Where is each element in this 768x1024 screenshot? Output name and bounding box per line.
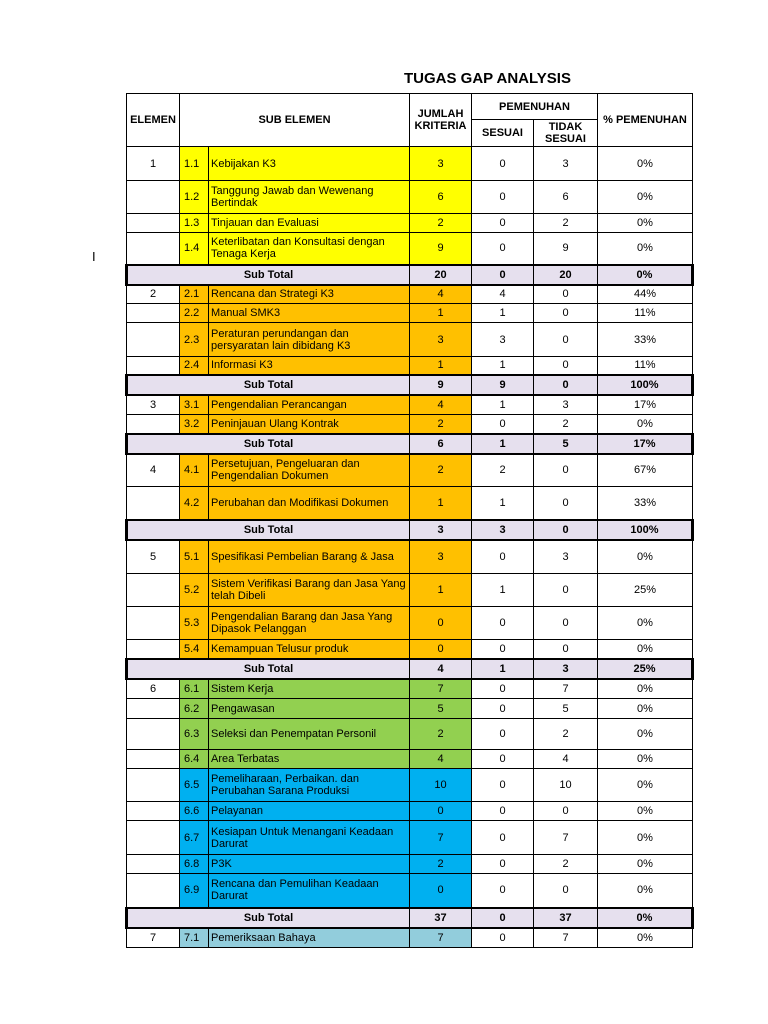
persen-cell: 33% xyxy=(598,323,693,357)
table-row xyxy=(127,928,693,948)
sub-elemen-name: P3K xyxy=(209,855,410,874)
table-row xyxy=(127,719,693,750)
table-body xyxy=(127,147,693,948)
elemen-cell xyxy=(127,821,180,855)
sesuai-cell: 0 xyxy=(472,233,534,265)
kriteria-cell: 1 xyxy=(410,304,472,323)
elemen-cell xyxy=(127,181,180,214)
subtotal-row xyxy=(127,659,693,679)
subtotal-kriteria: 6 xyxy=(410,434,472,454)
sub-elemen-number: 1.4 xyxy=(180,233,209,265)
subtotal-sesuai: 3 xyxy=(472,520,534,540)
subtotal-persen: 0% xyxy=(598,908,693,928)
table-row xyxy=(127,181,693,214)
persen-cell: 0% xyxy=(598,874,693,908)
elemen-cell: 2 xyxy=(127,285,180,304)
kriteria-cell: 0 xyxy=(410,802,472,821)
subtotal-sesuai: 1 xyxy=(472,659,534,679)
sesuai-cell: 1 xyxy=(472,395,534,415)
header-sub-elemen: SUB ELEMEN xyxy=(180,94,410,147)
tidak-sesuai-cell: 2 xyxy=(534,719,598,750)
sesuai-cell: 4 xyxy=(472,285,534,304)
tidak-sesuai-cell: 9 xyxy=(534,233,598,265)
sub-elemen-number: 1.3 xyxy=(180,214,209,233)
table-row xyxy=(127,874,693,908)
table-row xyxy=(127,395,693,415)
subtotal-row xyxy=(127,434,693,454)
subtotal-row xyxy=(127,908,693,928)
table-row xyxy=(127,285,693,304)
subtotal-persen: 25% xyxy=(598,659,693,679)
table-row xyxy=(127,679,693,699)
tidak-sesuai-cell: 0 xyxy=(534,454,598,487)
kriteria-cell: 3 xyxy=(410,540,472,574)
subtotal-row xyxy=(127,520,693,540)
sub-elemen-number: 6.1 xyxy=(180,679,209,699)
subtotal-label: Sub Total xyxy=(127,908,410,928)
sesuai-cell: 3 xyxy=(472,323,534,357)
persen-cell: 11% xyxy=(598,304,693,323)
kriteria-cell: 1 xyxy=(410,357,472,375)
sub-elemen-number: 1.1 xyxy=(180,147,209,181)
sesuai-cell: 0 xyxy=(472,821,534,855)
persen-cell: 11% xyxy=(598,357,693,375)
elemen-cell: 6 xyxy=(127,679,180,699)
sub-elemen-name: Rencana dan Pemulihan Keadaan Darurat xyxy=(209,874,410,908)
table-row xyxy=(127,699,693,719)
elemen-cell xyxy=(127,357,180,375)
subtotal-kriteria: 4 xyxy=(410,659,472,679)
persen-cell: 0% xyxy=(598,147,693,181)
sub-elemen-number: 5.4 xyxy=(180,640,209,659)
persen-cell: 0% xyxy=(598,928,693,948)
tidak-sesuai-cell: 3 xyxy=(534,395,598,415)
subtotal-sesuai: 0 xyxy=(472,908,534,928)
table-row xyxy=(127,607,693,640)
sub-elemen-number: 6.3 xyxy=(180,719,209,750)
kriteria-cell: 9 xyxy=(410,233,472,265)
sub-elemen-number: 6.2 xyxy=(180,699,209,719)
table-row xyxy=(127,750,693,769)
subtotal-sesuai: 9 xyxy=(472,375,534,395)
sub-elemen-number: 4.2 xyxy=(180,487,209,520)
sub-elemen-number: 2.3 xyxy=(180,323,209,357)
persen-cell: 0% xyxy=(598,679,693,699)
persen-cell: 0% xyxy=(598,699,693,719)
sub-elemen-name: Keterlibatan dan Konsultasi dengan Tenaga Kerja xyxy=(209,233,410,265)
subtotal-persen: 17% xyxy=(598,434,693,454)
sub-elemen-name: Sistem Verifikasi Barang dan Jasa Yang telah Dibeli xyxy=(209,574,410,607)
sub-elemen-number: 6.6 xyxy=(180,802,209,821)
sub-elemen-number: 7.1 xyxy=(180,928,209,948)
tidak-sesuai-cell: 6 xyxy=(534,181,598,214)
subtotal-tidak-sesuai: 0 xyxy=(534,375,598,395)
persen-cell: 0% xyxy=(598,855,693,874)
sesuai-cell: 0 xyxy=(472,147,534,181)
elemen-cell xyxy=(127,750,180,769)
kriteria-cell: 0 xyxy=(410,874,472,908)
header-pemenuhan: PEMENUHAN xyxy=(472,94,598,120)
tidak-sesuai-cell: 0 xyxy=(534,574,598,607)
elemen-cell xyxy=(127,855,180,874)
kriteria-cell: 7 xyxy=(410,821,472,855)
table-row xyxy=(127,323,693,357)
subtotal-kriteria: 37 xyxy=(410,908,472,928)
header-tidak-sesuai: TIDAK SESUAI xyxy=(534,120,598,147)
sesuai-cell: 0 xyxy=(472,640,534,659)
sub-elemen-number: 2.4 xyxy=(180,357,209,375)
persen-cell: 0% xyxy=(598,750,693,769)
tidak-sesuai-cell: 0 xyxy=(534,323,598,357)
sub-elemen-name: Kebijakan K3 xyxy=(209,147,410,181)
elemen-cell xyxy=(127,214,180,233)
sesuai-cell: 0 xyxy=(472,874,534,908)
subtotal-label: Sub Total xyxy=(127,265,410,285)
kriteria-cell: 7 xyxy=(410,928,472,948)
sub-elemen-number: 3.1 xyxy=(180,395,209,415)
subtotal-persen: 100% xyxy=(598,375,693,395)
sub-elemen-name: Pengawasan xyxy=(209,699,410,719)
sub-elemen-number: 6.8 xyxy=(180,855,209,874)
sub-elemen-number: 5.1 xyxy=(180,540,209,574)
sub-elemen-name: Pemeliharaan, Perbaikan. dan Perubahan Sarana Produksi xyxy=(209,769,410,802)
persen-cell: 0% xyxy=(598,540,693,574)
table-row xyxy=(127,214,693,233)
table-row xyxy=(127,357,693,375)
persen-cell: 0% xyxy=(598,181,693,214)
elemen-cell: 3 xyxy=(127,395,180,415)
kriteria-cell: 1 xyxy=(410,574,472,607)
persen-cell: 0% xyxy=(598,214,693,233)
subtotal-sesuai: 1 xyxy=(472,434,534,454)
subtotal-label: Sub Total xyxy=(127,375,410,395)
elemen-cell: 4 xyxy=(127,454,180,487)
elemen-cell xyxy=(127,699,180,719)
kriteria-cell: 1 xyxy=(410,487,472,520)
subtotal-persen: 100% xyxy=(598,520,693,540)
elemen-cell xyxy=(127,415,180,434)
subtotal-kriteria: 9 xyxy=(410,375,472,395)
persen-cell: 0% xyxy=(598,821,693,855)
elemen-cell xyxy=(127,574,180,607)
subtotal-kriteria: 3 xyxy=(410,520,472,540)
table-row xyxy=(127,574,693,607)
tidak-sesuai-cell: 10 xyxy=(534,769,598,802)
tidak-sesuai-cell: 4 xyxy=(534,750,598,769)
sub-elemen-name: Sistem Kerja xyxy=(209,679,410,699)
document-title: TUGAS GAP ANALYSIS xyxy=(404,70,571,87)
header-row-1 xyxy=(127,94,693,120)
sesuai-cell: 0 xyxy=(472,181,534,214)
persen-cell: 0% xyxy=(598,640,693,659)
table-row xyxy=(127,821,693,855)
kriteria-cell: 2 xyxy=(410,719,472,750)
tidak-sesuai-cell: 2 xyxy=(534,214,598,233)
subtotal-tidak-sesuai: 0 xyxy=(534,520,598,540)
kriteria-cell: 0 xyxy=(410,640,472,659)
kriteria-cell: 2 xyxy=(410,214,472,233)
table-row xyxy=(127,415,693,434)
sesuai-cell: 0 xyxy=(472,679,534,699)
table-row xyxy=(127,454,693,487)
sesuai-cell: 0 xyxy=(472,214,534,233)
stray-mark: I xyxy=(92,249,96,264)
sesuai-cell: 2 xyxy=(472,454,534,487)
persen-cell: 17% xyxy=(598,395,693,415)
sesuai-cell: 0 xyxy=(472,415,534,434)
persen-cell: 0% xyxy=(598,802,693,821)
table-row xyxy=(127,233,693,265)
elemen-cell xyxy=(127,874,180,908)
tidak-sesuai-cell: 0 xyxy=(534,285,598,304)
kriteria-cell: 4 xyxy=(410,395,472,415)
tidak-sesuai-cell: 7 xyxy=(534,928,598,948)
sub-elemen-name: Pelayanan xyxy=(209,802,410,821)
tidak-sesuai-cell: 0 xyxy=(534,357,598,375)
sesuai-cell: 1 xyxy=(472,574,534,607)
persen-cell: 0% xyxy=(598,607,693,640)
persen-cell: 33% xyxy=(598,487,693,520)
tidak-sesuai-cell: 0 xyxy=(534,874,598,908)
subtotal-kriteria: 20 xyxy=(410,265,472,285)
table-row xyxy=(127,304,693,323)
sesuai-cell: 0 xyxy=(472,769,534,802)
header-jumlah-kriteria: JUMLAH KRITERIA xyxy=(410,94,472,147)
tidak-sesuai-cell: 3 xyxy=(534,147,598,181)
sesuai-cell: 1 xyxy=(472,487,534,520)
kriteria-cell: 2 xyxy=(410,415,472,434)
tidak-sesuai-cell: 0 xyxy=(534,487,598,520)
tidak-sesuai-cell: 3 xyxy=(534,540,598,574)
elemen-cell xyxy=(127,487,180,520)
sub-elemen-name: Area Terbatas xyxy=(209,750,410,769)
kriteria-cell: 4 xyxy=(410,750,472,769)
persen-cell: 67% xyxy=(598,454,693,487)
sub-elemen-number: 4.1 xyxy=(180,454,209,487)
gap-analysis-table xyxy=(125,93,694,948)
subtotal-tidak-sesuai: 5 xyxy=(534,434,598,454)
subtotal-label: Sub Total xyxy=(127,520,410,540)
subtotal-tidak-sesuai: 37 xyxy=(534,908,598,928)
elemen-cell: 5 xyxy=(127,540,180,574)
header-persen-pemenuhan: % PEMENUHAN xyxy=(598,94,693,147)
persen-cell: 0% xyxy=(598,415,693,434)
elemen-cell: 1 xyxy=(127,147,180,181)
sub-elemen-name: Informasi K3 xyxy=(209,357,410,375)
sesuai-cell: 1 xyxy=(472,357,534,375)
sesuai-cell: 0 xyxy=(472,699,534,719)
elemen-cell xyxy=(127,607,180,640)
sub-elemen-number: 6.5 xyxy=(180,769,209,802)
sub-elemen-number: 6.7 xyxy=(180,821,209,855)
sub-elemen-name: Perubahan dan Modifikasi Dokumen xyxy=(209,487,410,520)
sub-elemen-number: 2.2 xyxy=(180,304,209,323)
sub-elemen-name: Kesiapan Untuk Menangani Keadaan Darurat xyxy=(209,821,410,855)
sesuai-cell: 0 xyxy=(472,607,534,640)
sub-elemen-number: 5.3 xyxy=(180,607,209,640)
header-sesuai: SESUAI xyxy=(472,120,534,147)
sub-elemen-name: Spesifikasi Pembelian Barang & Jasa xyxy=(209,540,410,574)
table-row xyxy=(127,802,693,821)
table-row xyxy=(127,640,693,659)
header-elemen: ELEMEN xyxy=(127,94,180,147)
sesuai-cell: 0 xyxy=(472,750,534,769)
kriteria-cell: 3 xyxy=(410,323,472,357)
elemen-cell xyxy=(127,304,180,323)
sub-elemen-name: Seleksi dan Penempatan Personil xyxy=(209,719,410,750)
subtotal-label: Sub Total xyxy=(127,659,410,679)
sub-elemen-name: Kemampuan Telusur produk xyxy=(209,640,410,659)
sub-elemen-number: 2.1 xyxy=(180,285,209,304)
table-row xyxy=(127,855,693,874)
tidak-sesuai-cell: 5 xyxy=(534,699,598,719)
persen-cell: 0% xyxy=(598,769,693,802)
tidak-sesuai-cell: 2 xyxy=(534,415,598,434)
elemen-cell xyxy=(127,640,180,659)
kriteria-cell: 5 xyxy=(410,699,472,719)
subtotal-persen: 0% xyxy=(598,265,693,285)
sub-elemen-name: Tanggung Jawab dan Wewenang Bertindak xyxy=(209,181,410,214)
subtotal-tidak-sesuai: 3 xyxy=(534,659,598,679)
kriteria-cell: 2 xyxy=(410,454,472,487)
subtotal-row xyxy=(127,265,693,285)
kriteria-cell: 6 xyxy=(410,181,472,214)
sub-elemen-number: 6.4 xyxy=(180,750,209,769)
table-row xyxy=(127,147,693,181)
sesuai-cell: 0 xyxy=(472,802,534,821)
kriteria-cell: 0 xyxy=(410,607,472,640)
sub-elemen-number: 3.2 xyxy=(180,415,209,434)
tidak-sesuai-cell: 2 xyxy=(534,855,598,874)
sub-elemen-number: 1.2 xyxy=(180,181,209,214)
persen-cell: 0% xyxy=(598,233,693,265)
kriteria-cell: 2 xyxy=(410,855,472,874)
tidak-sesuai-cell: 0 xyxy=(534,304,598,323)
elemen-cell xyxy=(127,719,180,750)
kriteria-cell: 7 xyxy=(410,679,472,699)
tidak-sesuai-cell: 0 xyxy=(534,640,598,659)
table-row xyxy=(127,487,693,520)
elemen-cell: 7 xyxy=(127,928,180,948)
elemen-cell xyxy=(127,769,180,802)
elemen-cell xyxy=(127,233,180,265)
tidak-sesuai-cell: 0 xyxy=(534,607,598,640)
table-row xyxy=(127,769,693,802)
subtotal-label: Sub Total xyxy=(127,434,410,454)
table-row xyxy=(127,540,693,574)
kriteria-cell: 3 xyxy=(410,147,472,181)
sub-elemen-number: 5.2 xyxy=(180,574,209,607)
sesuai-cell: 1 xyxy=(472,304,534,323)
sub-elemen-number: 6.9 xyxy=(180,874,209,908)
sub-elemen-name: Rencana dan Strategi K3 xyxy=(209,285,410,304)
sub-elemen-name: Peraturan perundangan dan persyaratan lain dibidang K3 xyxy=(209,323,410,357)
sub-elemen-name: Tinjauan dan Evaluasi xyxy=(209,214,410,233)
elemen-cell xyxy=(127,323,180,357)
sub-elemen-name: Manual SMK3 xyxy=(209,304,410,323)
sesuai-cell: 0 xyxy=(472,719,534,750)
sub-elemen-name: Pengendalian Perancangan xyxy=(209,395,410,415)
sub-elemen-name: Persetujuan, Pengeluaran dan Pengendalian Dokumen xyxy=(209,454,410,487)
sub-elemen-name: Pengendalian Barang dan Jasa Yang Dipasok Pelanggan xyxy=(209,607,410,640)
sub-elemen-name: Peninjauan Ulang Kontrak xyxy=(209,415,410,434)
persen-cell: 0% xyxy=(598,719,693,750)
tidak-sesuai-cell: 7 xyxy=(534,679,598,699)
sub-elemen-name: Pemeriksaan Bahaya xyxy=(209,928,410,948)
elemen-cell xyxy=(127,802,180,821)
sesuai-cell: 0 xyxy=(472,540,534,574)
sesuai-cell: 0 xyxy=(472,855,534,874)
tidak-sesuai-cell: 7 xyxy=(534,821,598,855)
subtotal-row xyxy=(127,375,693,395)
sesuai-cell: 0 xyxy=(472,928,534,948)
kriteria-cell: 10 xyxy=(410,769,472,802)
persen-cell: 44% xyxy=(598,285,693,304)
persen-cell: 25% xyxy=(598,574,693,607)
subtotal-tidak-sesuai: 20 xyxy=(534,265,598,285)
kriteria-cell: 4 xyxy=(410,285,472,304)
tidak-sesuai-cell: 0 xyxy=(534,802,598,821)
subtotal-sesuai: 0 xyxy=(472,265,534,285)
